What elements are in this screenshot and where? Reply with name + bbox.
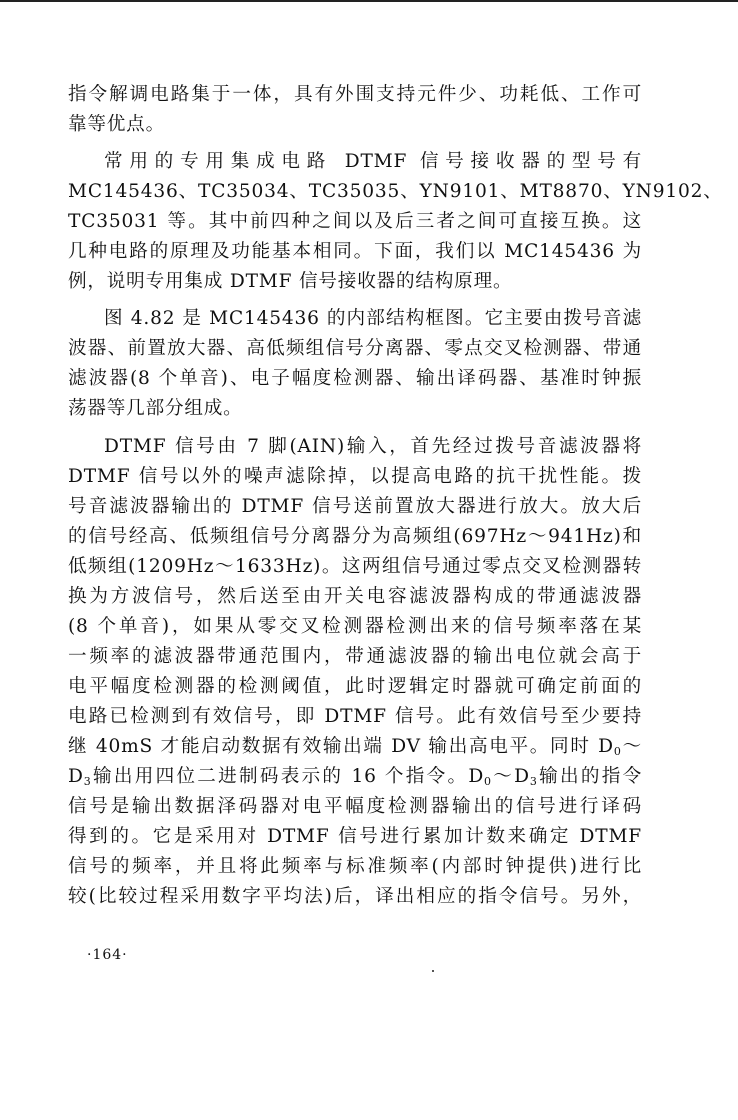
- text-line: 较(比较过程采用数字平均法)后，译出相应的指令信号。另外，: [68, 886, 642, 907]
- subscript: 0: [613, 745, 622, 758]
- text-line: 滤波器(8 个单音)、电子幅度检测器、输出译码器、基准时钟振: [68, 368, 642, 389]
- text-line: 常用的专用集成电路 DTMF 信号接收器的型号有: [104, 151, 642, 172]
- text-line: DTMF 信号由 7 脚(AIN)输入，首先经过拨号音滤波器将: [104, 436, 642, 457]
- text-line: 电平幅度检测器的检测阈值，此时逻辑定时器就可确定前面的: [68, 676, 642, 697]
- text-line: 电路已检测到有效信号，即 DTMF 信号。此有效信号至少要持: [68, 706, 642, 727]
- text-line: 靠等优点。: [68, 114, 165, 135]
- text-fragment: D: [68, 766, 84, 787]
- text-line: 例，说明专用集成 DTMF 信号接收器的结构原理。: [68, 271, 513, 292]
- text-line: 号音滤波器输出的 DTMF 信号送前置放大器进行放大。放大后: [68, 496, 642, 517]
- text-line: 图 4.82 是 MC145436 的内部结构框图。它主要由拨号音滤: [104, 308, 642, 329]
- text-line: 低频组(1209Hz～1633Hz)。这两组信号通过零点交叉检测器转: [68, 556, 642, 577]
- subscript: 3: [83, 775, 92, 788]
- text-line: 一频率的滤波器带通范围内，带通滤波器的输出电位就会高于: [68, 646, 642, 667]
- text-line: 指令解调电路集于一体，具有外围支持元件少、功耗低、工作可: [68, 84, 642, 105]
- text-line: 的信号经高、低频组信号分离器分为高频组(697Hz～941Hz)和: [68, 526, 642, 547]
- text-line: 信号是输出数据泽码器对电平幅度检测器输出的信号进行译码: [68, 796, 642, 817]
- scan-speck: [432, 970, 434, 972]
- text-fragment: 输出的指令: [537, 766, 642, 787]
- text-line: [68, 732, 642, 762]
- text-line: DTMF 信号以外的噪声滤除掉，以提高电路的抗干扰性能。拨: [68, 466, 642, 487]
- subscript: 0: [484, 775, 492, 788]
- text-line: 得到的。它是采用对 DTMF 信号进行累加计数来确定 DTMF: [68, 826, 642, 847]
- text-line: MC145436、TC35034、TC35035、YN9101、MT8870、YN9102、: [68, 181, 723, 202]
- text-line: TC35031 等。其中前四种之间以及后三者之间可直接互换。这: [68, 211, 642, 232]
- text-fragment: 输出用四位二进制码表示的 16 个指令。D: [91, 766, 485, 787]
- text-line: 荡器等几部分组成。: [68, 398, 243, 419]
- text-line: 换为方波信号，然后送至由开关电容滤波器构成的带通滤波器: [68, 586, 642, 607]
- text-fragment: ～: [621, 736, 642, 757]
- text-line: 几种电路的原理及功能基本相同。下面，我们以 MC145436 为: [68, 241, 642, 262]
- text-line: [68, 762, 642, 792]
- text-fragment: 继 40mS 才能启动数据有效输出端 DV 输出高电平。同时 D: [68, 736, 614, 757]
- text-line: 信号的频率，并且将此频率与标准频率(内部时钟提供)进行比: [68, 856, 642, 877]
- text-fragment: ～D: [491, 766, 530, 787]
- top-rule: [0, 0, 738, 2]
- text-line: (8 个单音)，如果从零交叉检测器检测出来的信号频率落在某: [68, 616, 642, 637]
- subscript: 3: [529, 775, 538, 788]
- page-number: ·164·: [87, 947, 128, 963]
- text-line: 波器、前置放大器、高低频组信号分离器、零点交叉检测器、带通: [68, 338, 642, 359]
